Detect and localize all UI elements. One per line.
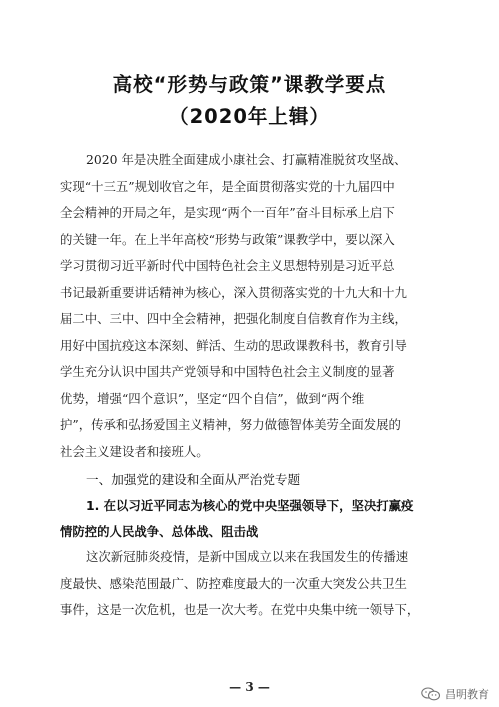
document-title: 高校“形势与政策”课教学要点 <box>112 73 387 96</box>
subsection-heading: 1. 在以习近平同志为核心的党中央坚强领导下，坚决打赢疫 <box>86 498 414 513</box>
intro-line: 2020 年是决胜全面建成小康社会、打赢精准脱贫攻坚战、 <box>86 152 407 167</box>
intro-line: 实现“十三五”规划收官之年，是全面贯彻落实党的十九届四中 <box>60 179 395 194</box>
intro-line: 届二中、三中、四中全会精神，把强化制度自信教育作为主线， <box>60 311 407 326</box>
watermark-text: 昌明教育 <box>445 688 489 701</box>
intro-line: 用好中国抗疫这本深刻、鲜活、生动的思政课教科书，教育引导 <box>60 338 407 353</box>
body-line: 度最快、感染范围最广、防控难度最大的一次重大突发公共卫生 <box>60 576 407 591</box>
body-line: 这次新冠肺炎疫情，是新中国成立以来在我国发生的传播速 <box>86 549 409 564</box>
page-number: — 3 — <box>229 680 270 694</box>
intro-line: 学生充分认识中国共产党领导和中国特色社会主义制度的显著 <box>60 364 395 379</box>
body-line: 事件，这是一次危机，也是一次大考。在党中央集中统一领导下， <box>60 602 420 617</box>
document-subtitle: （2020年上辑） <box>169 105 330 128</box>
intro-line: 学习贯彻习近平新时代中国特色社会主义思想特别是习近平总 <box>60 258 395 273</box>
section-heading: 一、加强党的建设和全面从严治党专题 <box>86 472 301 487</box>
intro-line: 护”，传承和弘扬爱国主义精神，努力做德智体美劳全面发展的 <box>60 417 401 432</box>
intro-line: 优势，增强“四个意识”，坚定“四个自信”，做到“两个维 <box>60 391 365 406</box>
wechat-icon <box>421 687 441 701</box>
intro-line: 全会精神的开局之年，是实现“两个一百年”奋斗目标承上启下 <box>60 205 395 220</box>
intro-line: 社会主义建设者和接班人。 <box>60 444 209 459</box>
intro-line: 的关键一年。在上半年高校“形势与政策”课教学中，要以深入 <box>60 232 395 247</box>
subsection-heading: 情防控的人民战争、总体战、阻击战 <box>60 524 259 539</box>
watermark <box>421 686 489 702</box>
intro-line: 书记最新重要讲话精神为核心，深入贯彻落实党的十九大和十九 <box>60 285 407 300</box>
